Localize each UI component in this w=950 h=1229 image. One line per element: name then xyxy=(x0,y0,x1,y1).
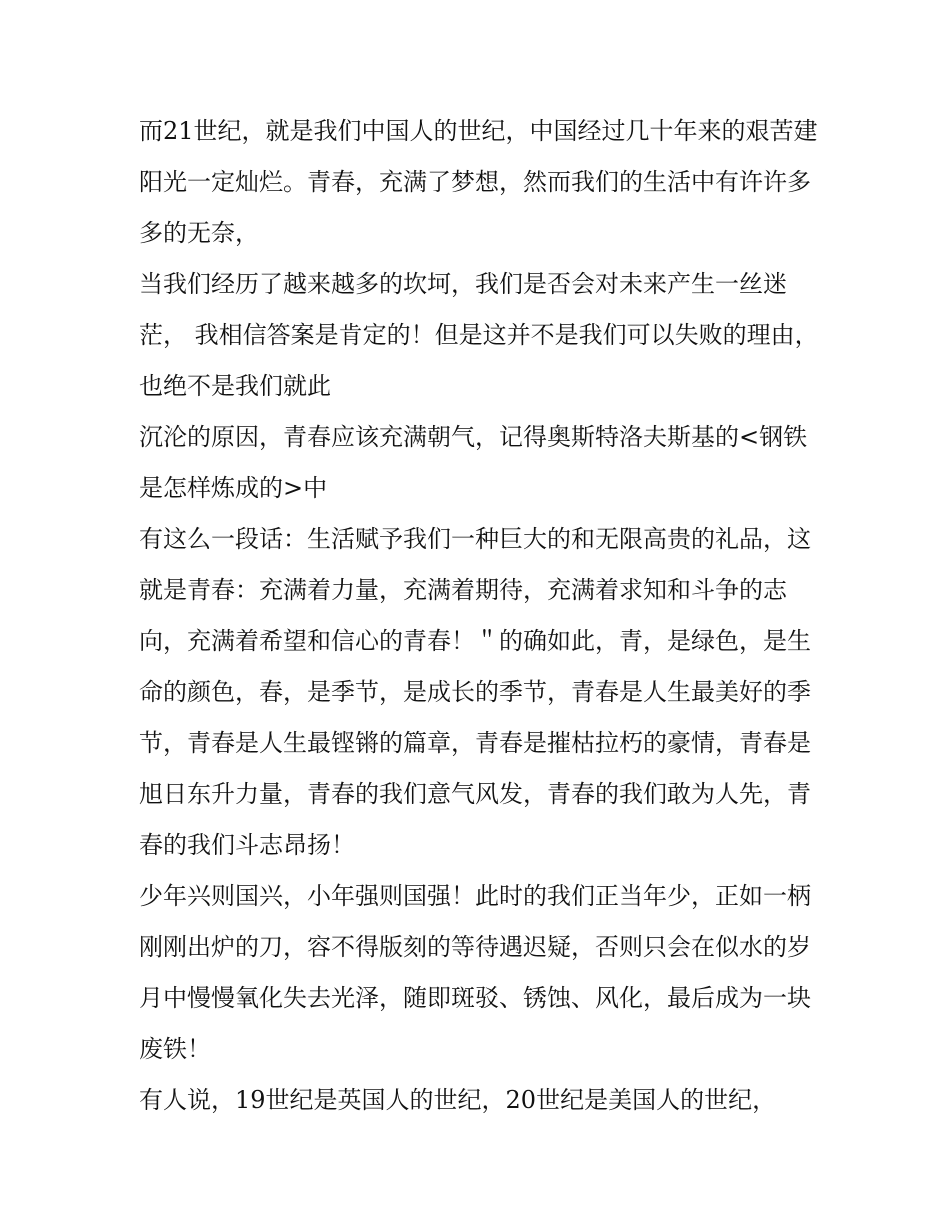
paragraph-5: 少年兴则国兴，小年强则国强！此时的我们正当年少，正如一柄刚刚出炉的刀，容不得版刻的等待遇迟疑，否则只会在似水的岁月中慢慢氧化失去光泽，随即斑驳、锈蚀、风化，最后成为一块废铁！ xyxy=(139,882,811,1063)
paragraph-2: 当我们经历了越来越多的坎坷，我们是否会对未来产生一丝迷茫， 我相信答案是肯定的！但是这并不是我们可以失败的理由，也绝不是我们就此 xyxy=(139,270,819,400)
paragraph-4: 有这么一段话：生活赋予我们一种巨大的和无限高贵的礼品，这就是青春：充满着力量，充满着期待，充满着求知和斗争的志向，充满着希望和信心的青春！＂的确如此，青，是绿色，是生命的颜色，春，是季节，是成长的季节，青春是人生最美好的季节，青春是人生最铿锵的篇章，青春是摧枯拉朽的豪情，青春是旭日东升力量，青春的我们意气风发，青春的我们敢为人先，青春的我们斗志昂扬！ xyxy=(139,525,811,859)
paragraph-6: 有人说，19世纪是英国人的世纪，20世纪是美国人的世纪， xyxy=(139,1086,777,1114)
paragraph-3: 沉沦的原因，青春应该充满朝气，记得奥斯特洛夫斯基的<钢铁是怎样炼成的>中 xyxy=(139,423,808,502)
paragraph-1: 而21世纪，就是我们中国人的世纪，中国经过几十年来的艰苦建阳光一定灿烂。青春，充满了梦想，然而我们的生活中有许许多多的无奈， xyxy=(139,117,818,247)
document-body xyxy=(139,106,819,1126)
